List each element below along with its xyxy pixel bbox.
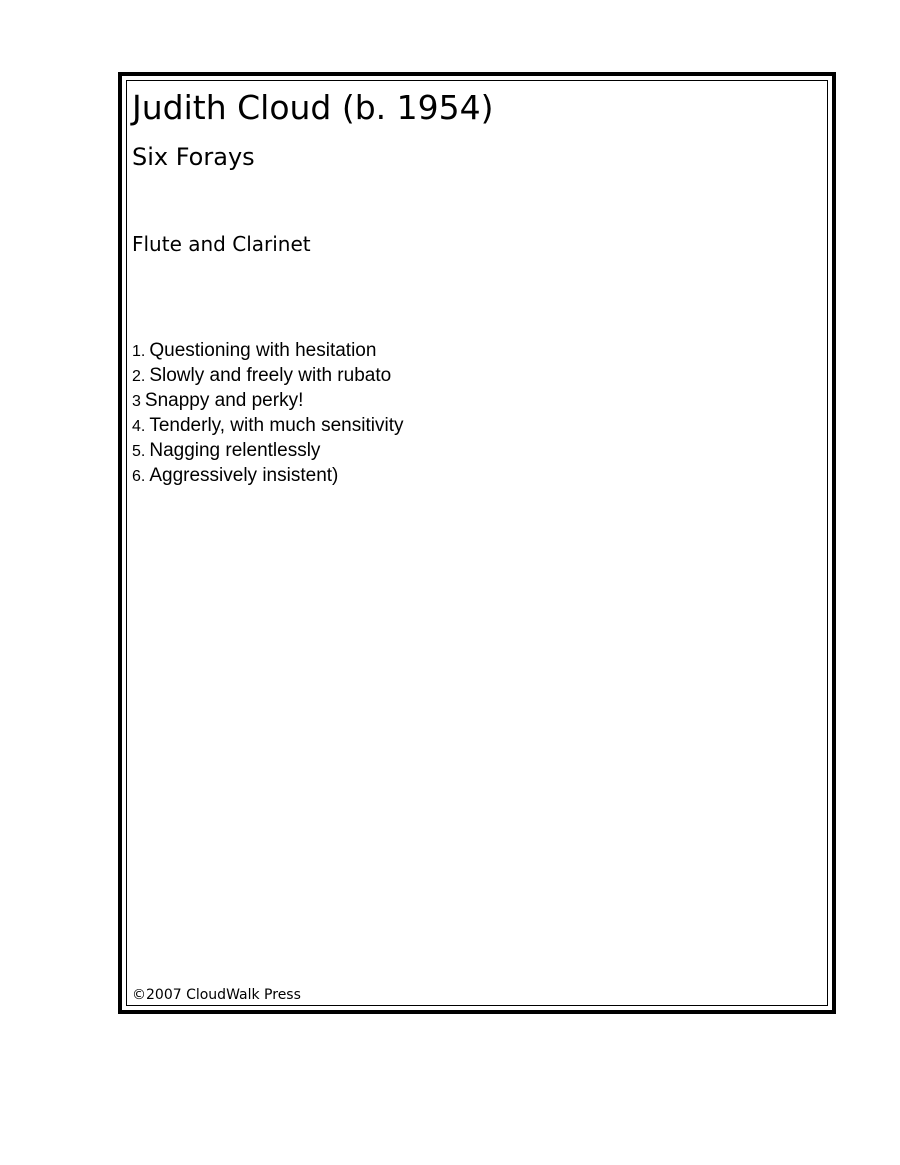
composer-heading: Judith Cloud (b. 1954) xyxy=(132,88,494,127)
movement-item xyxy=(132,338,403,363)
movement-text: Tenderly, with much sensitivity xyxy=(149,415,404,436)
movement-number: 4. xyxy=(132,418,146,435)
movement-item xyxy=(132,388,403,413)
movement-text: Questioning with hesitation xyxy=(149,340,377,361)
movement-number: 3 xyxy=(132,393,141,410)
movement-item xyxy=(132,363,403,388)
movement-text: Aggressively insistent) xyxy=(149,465,339,486)
copyright-notice: ©2007 CloudWalk Press xyxy=(132,987,301,1003)
movement-number: 2. xyxy=(132,368,146,385)
movement-text: Slowly and freely with rubato xyxy=(149,365,392,386)
movement-number: 1. xyxy=(132,343,146,360)
movement-number: 6. xyxy=(132,468,146,485)
movement-item xyxy=(132,413,403,438)
movement-text: Snappy and perky! xyxy=(144,390,304,411)
movement-item xyxy=(132,438,403,463)
movement-text: Nagging relentlessly xyxy=(149,440,321,461)
movement-item xyxy=(132,463,403,488)
movement-number: 5. xyxy=(132,443,146,460)
instrumentation: Flute and Clarinet xyxy=(132,232,311,256)
page-border xyxy=(118,72,836,1014)
page-border-inner xyxy=(126,80,828,1006)
work-title: Six Forays xyxy=(132,143,255,171)
movement-list xyxy=(132,338,403,488)
